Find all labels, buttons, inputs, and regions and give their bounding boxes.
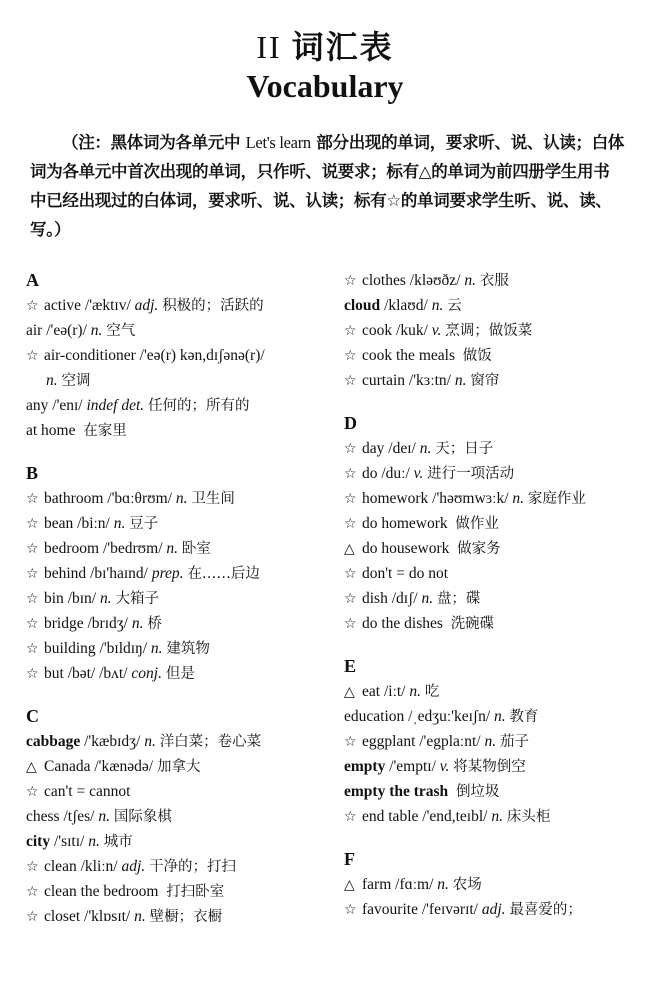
- vocab-word: don't = do not: [362, 565, 449, 582]
- chinese-meaning: 但是: [165, 666, 195, 682]
- star-icon: ☆: [344, 809, 357, 825]
- triangle-icon: △: [344, 684, 355, 700]
- vocab-word: chess: [26, 808, 60, 825]
- chinese-meaning: 在……后边: [187, 566, 260, 582]
- chinese-meaning: 吃: [424, 684, 440, 700]
- chinese-meaning: 农场: [452, 877, 482, 893]
- star-icon: ☆: [26, 666, 39, 682]
- vocab-word: but: [44, 665, 64, 682]
- part-of-speech: n.: [150, 640, 163, 657]
- phonetic: /tʃes/: [63, 808, 95, 825]
- note-lets-learn: Let's learn: [245, 133, 311, 152]
- phonetic: /'kænədə/: [94, 758, 154, 775]
- part-of-speech: n.: [464, 272, 476, 289]
- star-icon: ☆: [344, 348, 357, 364]
- chinese-meaning: 家庭作业: [527, 491, 586, 507]
- vocab-word: education: [344, 708, 405, 725]
- vocab-word: cabbage: [26, 733, 81, 750]
- phonetic: /dɪʃ/: [391, 590, 418, 607]
- vocab-entry: [344, 461, 644, 486]
- vocab-entry: [26, 879, 336, 904]
- star-icon: ☆: [26, 859, 39, 875]
- vocab-entry: [26, 829, 336, 854]
- part-of-speech: n.: [512, 490, 525, 507]
- chinese-meaning: 壁橱；衣橱: [149, 909, 223, 925]
- star-icon: ☆: [26, 516, 39, 532]
- phonetic: /'emptɪ/: [389, 758, 436, 775]
- section-d: [344, 411, 644, 636]
- star-icon: ☆: [344, 516, 357, 532]
- section-e: [344, 654, 644, 829]
- usage-note: [30, 128, 625, 244]
- chinese-meaning: 洋白菜；卷心菜: [159, 734, 262, 750]
- left-column: [26, 268, 336, 947]
- vocab-word: behind: [44, 565, 87, 582]
- chinese-meaning: 空气: [106, 323, 136, 339]
- vocab-entry: [344, 779, 644, 804]
- vocab-word: end table: [362, 808, 419, 825]
- vocab-entry: [26, 343, 336, 368]
- vocab-entry: [26, 661, 336, 686]
- vocab-entry: [344, 511, 644, 536]
- vocab-word: farm: [362, 876, 392, 893]
- chinese-meaning: 做家务: [457, 541, 501, 557]
- vocab-word: any: [26, 397, 49, 414]
- star-icon: ☆: [344, 591, 357, 607]
- section-a: [26, 268, 336, 443]
- phonetic: /bɪn/: [67, 590, 97, 607]
- chinese-meaning: 最喜爱的；: [509, 902, 582, 918]
- vocab-entry: [344, 343, 644, 368]
- vocab-word: day: [362, 440, 385, 457]
- section-letter: E: [344, 656, 357, 676]
- star-icon: ☆: [26, 348, 39, 364]
- star-icon: ☆: [26, 784, 39, 800]
- vocab-word: eat: [362, 683, 381, 700]
- vocab-entry: [26, 854, 336, 879]
- vocab-word: cloud: [344, 297, 381, 314]
- chinese-meaning: 卫生间: [191, 491, 235, 507]
- section-c-continued: [344, 268, 644, 393]
- star-icon: ☆: [344, 323, 357, 339]
- chinese-meaning: 积极的；活跃的: [162, 298, 264, 314]
- star-icon: ☆: [344, 491, 357, 507]
- vocab-word: bathroom: [44, 490, 104, 507]
- star-icon: ☆: [344, 466, 357, 482]
- vocab-entry: [26, 368, 336, 393]
- star-icon: ☆: [26, 566, 39, 582]
- star-icon: ☆: [26, 591, 39, 607]
- vocab-entry: [26, 561, 336, 586]
- vocab-word: building: [44, 640, 96, 657]
- vocab-word: closet: [44, 908, 81, 925]
- part-of-speech: n.: [484, 733, 497, 750]
- star-icon: ☆: [344, 616, 357, 632]
- star-icon: ☆: [344, 734, 357, 750]
- vocab-word: air-conditioner: [44, 347, 136, 364]
- part-of-speech: n.: [88, 833, 100, 850]
- triangle-icon: △: [344, 541, 355, 557]
- part-of-speech: n.: [99, 590, 112, 607]
- vocab-entry: [26, 486, 336, 511]
- part-of-speech: v.: [431, 322, 442, 339]
- phonetic: /'end,teɪbl/: [422, 808, 488, 825]
- vocab-word: clean: [44, 858, 77, 875]
- vocab-word: clean the bedroom: [44, 883, 159, 900]
- vocab-word: curtain: [362, 372, 406, 389]
- phonetic: /'feɪvərɪt/: [421, 901, 478, 918]
- vocab-entry: [344, 293, 644, 318]
- vocab-word: empty the trash: [344, 783, 449, 800]
- chinese-meaning: 在家里: [83, 423, 127, 439]
- chinese-meaning: 云: [447, 298, 462, 314]
- phonetic: /bɪ'haɪnd/: [90, 565, 148, 582]
- phonetic: /'klɒsɪt/: [84, 908, 131, 925]
- chinese-meaning: 烹调；做饭菜: [445, 323, 533, 339]
- phonetic: /'æktɪv/: [84, 297, 131, 314]
- vocab-entry: [26, 904, 336, 929]
- vocab-word: at home: [26, 422, 76, 439]
- vocab-entry: [26, 636, 336, 661]
- phonetic: /'egplaːnt/: [419, 733, 481, 750]
- phonetic: /ˌedʒuː'keɪʃn/: [408, 708, 491, 725]
- vocab-entry: [344, 536, 644, 561]
- phonetic: /fɑːm/: [395, 876, 434, 893]
- chinese-meaning: 打扫卧室: [166, 884, 225, 900]
- part-of-speech: n.: [175, 490, 188, 507]
- phonetic: /klaʊd/: [384, 297, 428, 314]
- vocab-entry: [26, 729, 336, 754]
- part-of-speech: conj.: [131, 665, 162, 682]
- part-of-speech: n.: [90, 322, 103, 339]
- phonetic: /duː/: [381, 465, 410, 482]
- part-of-speech: indef det.: [86, 397, 145, 414]
- vocab-entry: [344, 729, 644, 754]
- vocab-word: empty: [344, 758, 386, 775]
- page-title-english: Vocabulary: [246, 68, 404, 104]
- part-of-speech: n.: [131, 615, 144, 632]
- chinese-meaning: 将某物倒空: [453, 759, 526, 775]
- part-of-speech: n.: [454, 372, 467, 389]
- phonetic: /kuk/: [396, 322, 428, 339]
- part-of-speech: n.: [98, 808, 110, 825]
- vocab-entry: [26, 754, 336, 779]
- vocab-word: Canada: [44, 758, 91, 775]
- part-of-speech: n.: [134, 908, 146, 925]
- chapter-numeral: II: [256, 29, 282, 65]
- vocab-word: eggplant: [362, 733, 416, 750]
- part-of-speech: adj.: [121, 858, 146, 875]
- section-letter: C: [26, 706, 39, 726]
- section-letter: B: [26, 463, 39, 483]
- chinese-meaning: 倒垃圾: [455, 784, 500, 800]
- phonetic: /'bɪldɪŋ/: [99, 640, 148, 657]
- chinese-meaning: 床头柜: [506, 809, 551, 825]
- vocab-entry: [344, 872, 644, 897]
- star-icon: ☆: [26, 491, 39, 507]
- vocab-entry: [26, 418, 336, 443]
- vocab-word: cook the meals: [362, 347, 455, 364]
- part-of-speech: n.: [166, 540, 178, 557]
- vocab-entry: [344, 754, 644, 779]
- vocab-entry: [26, 611, 336, 636]
- section-b: [26, 461, 336, 686]
- vocab-entry: [26, 318, 336, 343]
- vocab-entry: [344, 318, 644, 343]
- vocab-entry: [344, 897, 644, 922]
- vocab-word: air: [26, 322, 43, 339]
- vocab-word: active: [44, 297, 82, 314]
- phonetic: /brɪdʒ/: [87, 615, 128, 632]
- note-part-2: 部分出现的单词，要求听、说、认读；白体词为各单元中首次出现的单词，只作听、说要求；标有△的单词为前四册学生用书中已经出现过的白体词，要求听、说、认读；标有☆的单词要求学生听、说、读、写。）: [30, 133, 625, 239]
- vocab-word: clothes: [362, 272, 406, 289]
- vocab-word: favourite: [362, 901, 418, 918]
- vocab-entry: [26, 586, 336, 611]
- star-icon: ☆: [344, 902, 357, 918]
- phonetic: /bət/ /bʌt/: [67, 665, 128, 682]
- chinese-meaning: 任何的；所有的: [148, 398, 250, 414]
- vocab-word: bedroom: [44, 540, 100, 557]
- chinese-meaning: 洗碗碟: [450, 616, 495, 632]
- chinese-meaning: 天；日子: [435, 441, 494, 457]
- phonetic: /iːt/: [383, 683, 406, 700]
- vocab-entry: [344, 679, 644, 704]
- part-of-speech: n.: [419, 440, 432, 457]
- vocab-word: bridge: [44, 615, 84, 632]
- section-letter: A: [26, 270, 39, 290]
- chinese-meaning: 做饭: [462, 348, 492, 364]
- part-of-speech: adj.: [481, 901, 506, 918]
- vocab-entry: [26, 293, 336, 318]
- chinese-meaning: 卧室: [181, 541, 211, 557]
- star-icon: ☆: [344, 566, 357, 582]
- phonetic: /kliːn/: [80, 858, 118, 875]
- vocab-word: dish: [362, 590, 388, 607]
- phonetic: /'eə(r) kən,dɪʃənə(r)/: [139, 347, 265, 364]
- chinese-meaning: 教育: [509, 709, 539, 725]
- part-of-speech: n.: [437, 876, 449, 893]
- part-of-speech: n.: [431, 297, 444, 314]
- star-icon: ☆: [344, 441, 357, 457]
- vocab-word: homework: [362, 490, 429, 507]
- vocab-word: do housework: [362, 540, 450, 557]
- star-icon: ☆: [26, 298, 39, 314]
- vocab-word: city: [26, 833, 51, 850]
- phonetic: /biːn/: [77, 515, 110, 532]
- star-icon: ☆: [26, 909, 39, 925]
- phonetic: /'bedrʊm/: [102, 540, 163, 557]
- vocab-entry: [344, 268, 644, 293]
- part-of-speech: n.: [46, 372, 58, 389]
- phonetic: /'kɜːtn/: [408, 372, 451, 389]
- part-of-speech: n.: [409, 683, 421, 700]
- chinese-meaning: 衣服: [479, 273, 509, 289]
- vocab-entry: [344, 804, 644, 829]
- part-of-speech: v.: [439, 758, 450, 775]
- vocab-entry: [344, 704, 644, 729]
- chinese-meaning: 桥: [147, 616, 162, 632]
- chinese-meaning: 国际象棋: [113, 809, 172, 825]
- page-title-chinese: [0, 22, 650, 68]
- part-of-speech: n.: [113, 515, 126, 532]
- section-f: [344, 847, 644, 922]
- chinese-meaning: 做作业: [455, 516, 499, 532]
- title-cn-text: 词汇表: [291, 28, 394, 66]
- vocab-entry: [344, 368, 644, 393]
- part-of-speech: v.: [413, 465, 424, 482]
- chinese-meaning: 进行一项活动: [427, 466, 515, 482]
- vocab-entry: [26, 393, 336, 418]
- phonetic: /'enɪ/: [52, 397, 83, 414]
- vocab-word: can't = cannot: [44, 783, 131, 800]
- part-of-speech: n.: [144, 733, 156, 750]
- phonetic: /'eə(r)/: [46, 322, 87, 339]
- section-letter: D: [344, 413, 357, 433]
- section-c: [26, 704, 336, 929]
- chinese-meaning: 茄子: [499, 734, 529, 750]
- vocab-word: do the dishes: [362, 615, 443, 632]
- chinese-meaning: 盘；碟: [436, 591, 481, 607]
- chinese-meaning: 干净的；打扫: [149, 859, 237, 875]
- phonetic: /'kæbɪdʒ/: [84, 733, 141, 750]
- chinese-meaning: 空调: [61, 373, 91, 389]
- chinese-meaning: 加拿大: [157, 759, 201, 775]
- chinese-meaning: 窗帘: [470, 373, 500, 389]
- chinese-meaning: 建筑物: [166, 641, 210, 657]
- part-of-speech: n.: [421, 590, 434, 607]
- vocab-word: bean: [44, 515, 74, 532]
- vocab-entry: [26, 536, 336, 561]
- vocab-entry: [26, 511, 336, 536]
- star-icon: ☆: [26, 616, 39, 632]
- triangle-icon: △: [344, 877, 355, 893]
- part-of-speech: n.: [491, 808, 503, 825]
- chinese-meaning: 豆子: [129, 516, 159, 532]
- chinese-meaning: 城市: [103, 834, 133, 850]
- vocab-word: cook: [362, 322, 393, 339]
- vocab-entry: [344, 561, 644, 586]
- chinese-meaning: 大箱子: [115, 591, 159, 607]
- star-icon: ☆: [26, 884, 39, 900]
- vocab-entry: [344, 436, 644, 461]
- phonetic: /'bɑːθrʊm/: [107, 490, 172, 507]
- section-letter: F: [344, 849, 355, 869]
- part-of-speech: n.: [494, 708, 506, 725]
- phonetic: /'həʊmwɜːk/: [432, 490, 509, 507]
- star-icon: ☆: [344, 373, 357, 389]
- vocab-entry: [26, 804, 336, 829]
- phonetic: /'sɪtɪ/: [53, 833, 85, 850]
- phonetic: /kləʊðz/: [409, 272, 461, 289]
- vocab-entry: [344, 486, 644, 511]
- vocab-entry: [344, 611, 644, 636]
- part-of-speech: adj.: [134, 297, 159, 314]
- vocab-entry: [344, 586, 644, 611]
- right-column: [344, 268, 644, 940]
- star-icon: ☆: [26, 541, 39, 557]
- note-part-1: （注：黑体词为各单元中: [62, 133, 246, 152]
- vocab-word: do: [362, 465, 378, 482]
- part-of-speech: prep.: [151, 565, 184, 582]
- triangle-icon: △: [26, 759, 37, 775]
- star-icon: ☆: [344, 273, 357, 289]
- star-icon: ☆: [26, 641, 39, 657]
- vocab-word: do homework: [362, 515, 448, 532]
- vocab-entry: [26, 779, 336, 804]
- phonetic: /deɪ/: [388, 440, 416, 457]
- vocab-word: bin: [44, 590, 64, 607]
